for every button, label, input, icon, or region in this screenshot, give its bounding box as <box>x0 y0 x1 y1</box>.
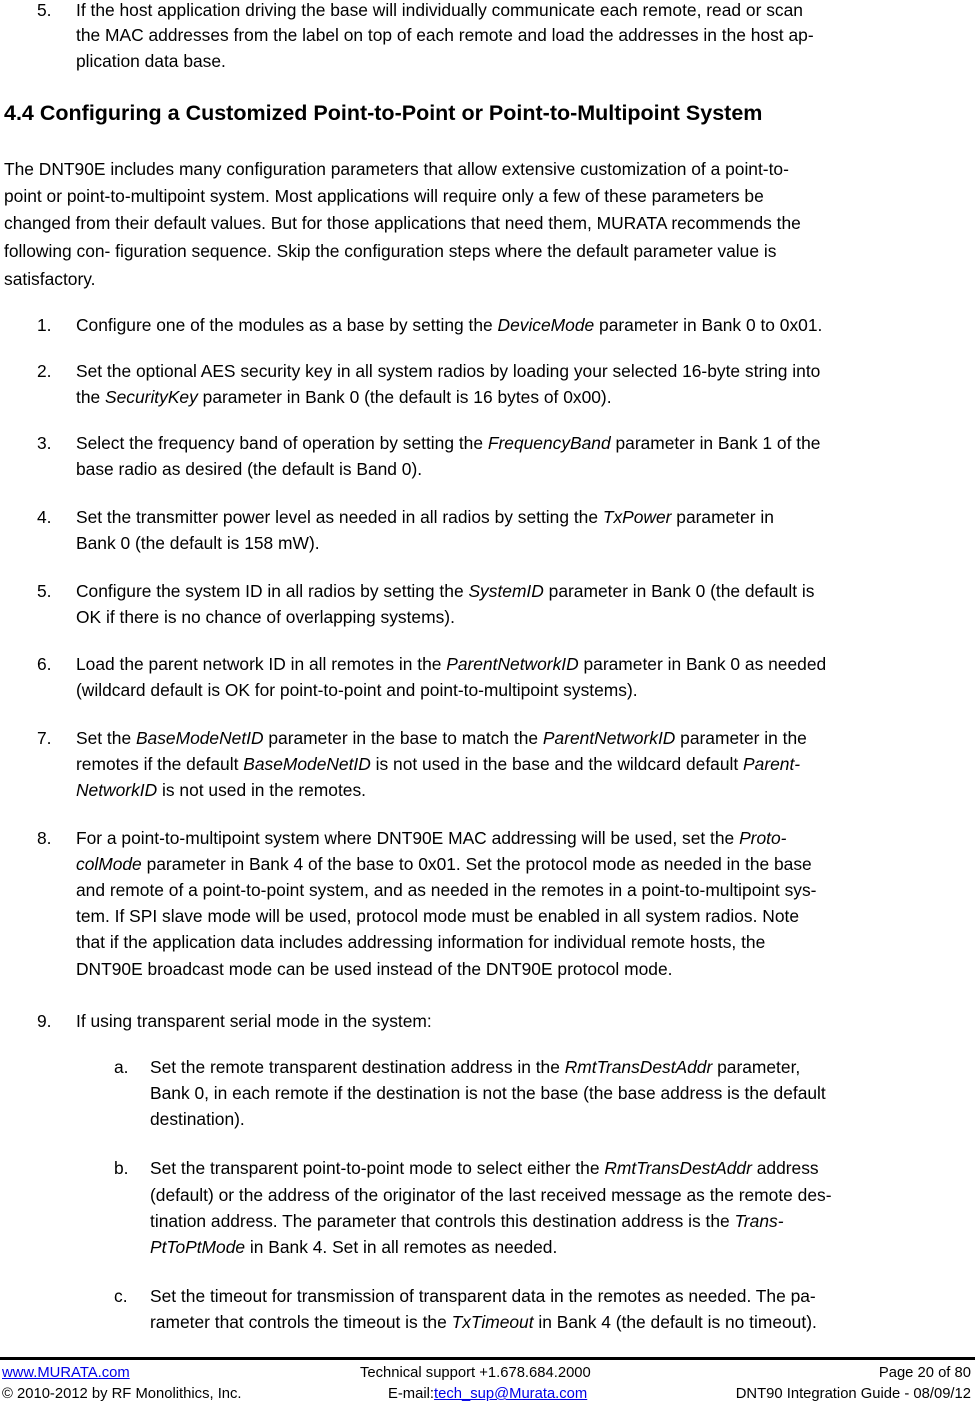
step-line: Set the optional AES security key in all system radios by loading your selected 16-byte string into <box>76 361 821 381</box>
step-number: 1. <box>37 315 52 335</box>
step-line: DNT90E broadcast mode can be used instead of the DNT90E protocol mode. <box>76 959 673 979</box>
param-name: TxTimeout <box>451 1312 534 1332</box>
step-line: Configure the system ID in all radios by setting the SystemID parameter in Bank 0 (the default is <box>76 581 815 601</box>
top-item-line: the MAC addresses from the label on top of each remote and load the addresses in the host ap- <box>76 25 814 45</box>
copyright: © 2010-2012 by RF Monolithics, Inc. <box>2 1386 242 1402</box>
param-name: ParentNetworkID <box>446 654 579 674</box>
step-line: that if the application data includes addressing information for individual remote hosts, the <box>76 932 766 952</box>
substep-line: Bank 0, in each remote if the destination is not the base (the base address is the default <box>150 1083 826 1103</box>
step-number: 2. <box>37 361 52 381</box>
substep-line: rameter that controls the timeout is the TxTimeout in Bank 4 (the default is no timeout). <box>150 1312 817 1332</box>
substep-line: Set the timeout for transmission of transparent data in the remotes as needed. The pa- <box>150 1286 816 1306</box>
step-number: 3. <box>37 433 52 453</box>
param-name: BaseModeNetID <box>243 754 371 774</box>
website-link[interactable]: www.MURATA.com <box>2 1365 130 1381</box>
substep-line: (default) or the address of the originator of the last received message as the remote des- <box>150 1185 832 1205</box>
param-name: DeviceMode <box>497 315 595 335</box>
step-line: Configure one of the modules as a base by setting the DeviceMode parameter in Bank 0 to 0x01. <box>76 315 823 335</box>
step-number: 6. <box>37 654 52 674</box>
step-line: the SecurityKey parameter in Bank 0 (the default is 16 bytes of 0x00). <box>76 387 612 407</box>
email-link[interactable]: tech_sup@Murata.com <box>434 1386 588 1402</box>
intro-line: The DNT90E includes many configuration parameters that allow extensive customization of a point-to- <box>4 159 789 179</box>
step-line: remotes if the default BaseModeNetID is not used in the base and the wildcard default Parent- <box>76 754 801 774</box>
intro-line: point or point-to-multipoint system. Most applications will require only a few of these parameters be <box>4 186 764 206</box>
substep-line: Set the transparent point-to-point mode to select either the RmtTransDestAddr address <box>150 1158 819 1178</box>
substep-line: destination). <box>150 1109 245 1129</box>
step-line: For a point-to-multipoint system where DNT90E MAC addressing will be used, set the Proto- <box>76 828 787 848</box>
step-line: base radio as desired (the default is Band 0). <box>76 459 423 479</box>
step-line: (wildcard default is OK for point-to-point and point-to-multipoint systems). <box>76 680 638 700</box>
substep-letter: b. <box>114 1158 129 1178</box>
step-line: colMode parameter in Bank 4 of the base to 0x01. Set the protocol mode as needed in the base <box>76 854 812 874</box>
step-line: and remote of a point-to-point system, and as needed in the remotes in a point-to-multipoint sys- <box>76 880 817 900</box>
step-number: 4. <box>37 507 52 527</box>
param-name: NetworkID <box>76 780 158 800</box>
param-name: colMode <box>76 854 142 874</box>
step-line: tem. If SPI slave mode will be used, protocol mode must be enabled in all system radios. Note <box>76 906 800 926</box>
substep-line: PtToPtMode in Bank 4. Set in all remotes as needed. <box>150 1237 558 1257</box>
param-name: BaseModeNetID <box>135 728 264 748</box>
param-name: TxPower <box>602 507 672 527</box>
substep-letter: c. <box>114 1286 128 1306</box>
footer-divider <box>0 1357 975 1360</box>
step-number: 5. <box>37 581 52 601</box>
param-name: Trans- <box>734 1211 784 1231</box>
page-number: Page 20 of 80 <box>878 1365 971 1381</box>
step-line: Set the transmitter power level as needed in all radios by setting the TxPower parameter in <box>76 507 774 527</box>
substep-line: Set the remote transparent destination address in the RmtTransDestAddr parameter, <box>150 1057 801 1077</box>
intro-line: following con- figuration sequence. Skip the configuration steps where the default parameter value is <box>4 241 777 261</box>
param-name: PtToPtMode <box>150 1237 246 1257</box>
step-number: 7. <box>37 728 52 748</box>
param-name: Proto- <box>739 828 787 848</box>
param-name: Parent- <box>743 754 801 774</box>
top-item-line: If the host application driving the base will individually communicate each remote, read or scan <box>76 0 803 20</box>
step-line: Set the BaseModeNetID parameter in the base to match the ParentNetworkID parameter in the <box>76 728 807 748</box>
support-email: E-mail:tech_sup@Murata.com <box>388 1386 588 1402</box>
param-name: ParentNetworkID <box>542 728 676 748</box>
substep-letter: a. <box>114 1057 129 1077</box>
param-name: SystemID <box>468 581 544 601</box>
step-line: Bank 0 (the default is 158 mW). <box>76 533 320 553</box>
param-name: RmtTransDestAddr <box>564 1057 713 1077</box>
support-phone: Technical support +1.678.684.2000 <box>360 1365 591 1381</box>
step-line: If using transparent serial mode in the system: <box>76 1011 432 1031</box>
step-number: 8. <box>37 828 52 848</box>
step-line: Select the frequency band of operation by setting the FrequencyBand parameter in Bank 1 of the <box>76 433 821 453</box>
param-name: RmtTransDestAddr <box>604 1158 752 1178</box>
step-line: OK if there is no chance of overlapping systems). <box>76 607 455 627</box>
step-line: Load the parent network ID in all remotes in the ParentNetworkID parameter in Bank 0 as needed <box>76 654 827 674</box>
step-number: 9. <box>37 1011 52 1031</box>
top-item-line: plication data base. <box>76 51 226 71</box>
section-heading: 4.4 Configuring a Customized Point-to-Point or Point-to-Multipoint System <box>4 101 763 125</box>
substep-line: tination address. The parameter that controls this destination address is the Trans- <box>150 1211 784 1231</box>
intro-line: changed from their default values. But for those applications that need them, MURATA recommends the <box>4 213 801 233</box>
top-item-number: 5. <box>37 0 52 20</box>
step-line: NetworkID is not used in the remotes. <box>76 780 366 800</box>
intro-line: satisfactory. <box>4 269 96 289</box>
param-name: FrequencyBand <box>487 433 611 453</box>
doc-title: DNT90 Integration Guide - 08/09/12 <box>735 1386 971 1402</box>
param-name: SecurityKey <box>105 387 198 407</box>
